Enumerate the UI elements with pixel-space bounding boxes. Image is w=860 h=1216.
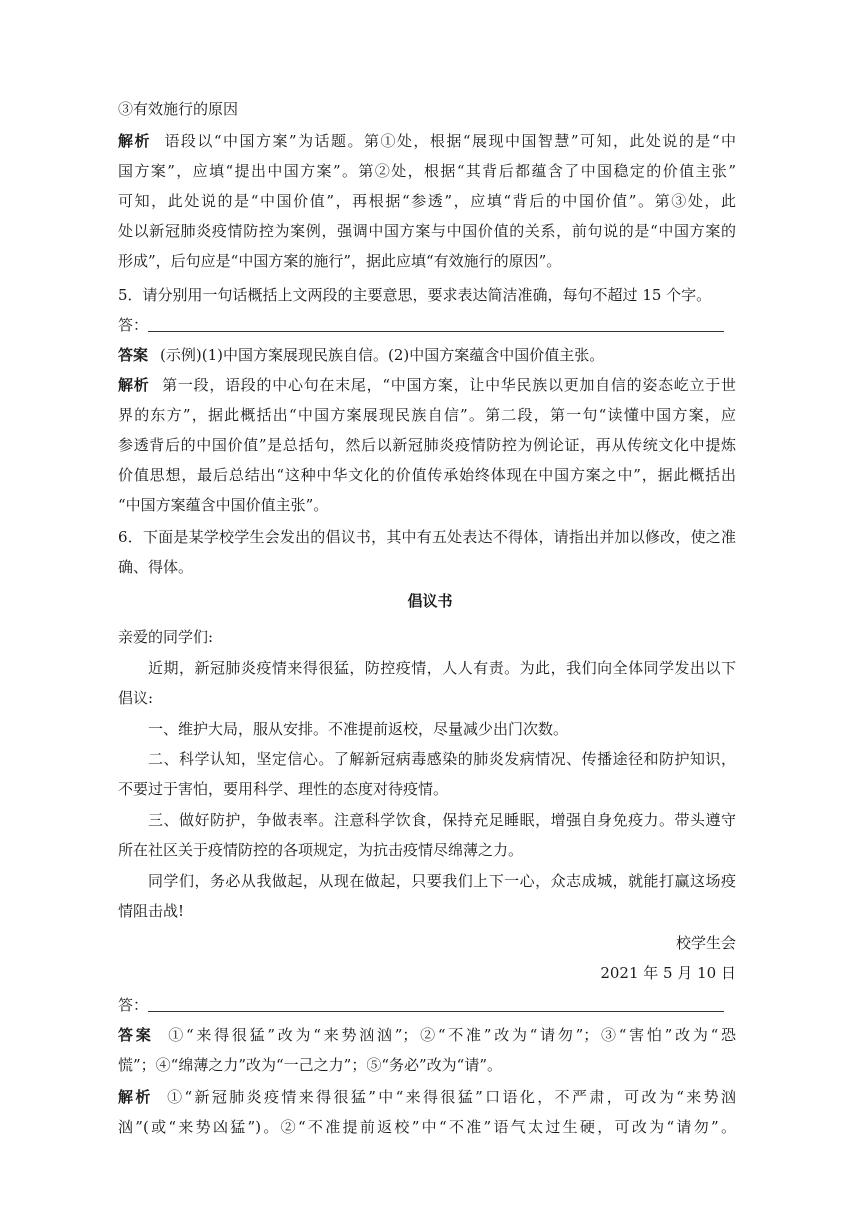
q5-answer-label: 答案	[118, 346, 149, 364]
q4-analysis-line-3: 可知，此处说的是“中国价值”，再根据“参透”，应填“背后的中国价值”。第③处，此	[118, 192, 736, 210]
letter-point-1: 一、维护大局，服从安排。不准提前返校，尽量减少出门次数。	[148, 720, 569, 738]
q5-analysis-line-2: 界的东方”，据此概括出“中国方案展现民族自信”。第二段，第一句“读懂中国方案，应	[118, 406, 736, 424]
letter-point-3-line-1: 三、做好防护，争做表率。注意科学饮食，保持充足睡眠，增强自身免疫力。带头遵守	[148, 811, 736, 829]
letter-intro-line-1: 近期，新冠肺炎疫情来得很猛，防控疫情，人人有责。为此，我们向全体同学发出以下	[148, 659, 736, 677]
q5-question: 5．请分别用一句话概括上文两段的主要意思，要求表达简洁准确，每句不超过 15 个字。	[118, 286, 712, 304]
q6-question-line-1: 6．下面是某学校学生会发出的倡议书，其中有五处表达不得体，请指出并加以修改，使之准	[118, 528, 736, 546]
q5-answer-prompt: 答：	[118, 312, 736, 338]
q6-question-line-2: 确、得体。	[118, 558, 194, 576]
q5-analysis-line-5: “中国方案蕴含中国价值主张”。	[118, 496, 329, 514]
letter-intro-line-2: 倡议:	[118, 689, 154, 707]
letter-point-2-line-1: 二、科学认知，坚定信心。了解新冠病毒感染的肺炎发病情况、传播途径和防护知识，	[148, 750, 736, 768]
q6-answer-label: 答案	[118, 1026, 154, 1044]
q4-analysis-line-4: 处以新冠肺炎疫情防控为案例，强调中国方案与中国价值的关系，前句说的是“中国方案的	[118, 222, 736, 240]
q6-analysis-label: 解析	[118, 1088, 153, 1106]
q5-analysis-label: 解析	[118, 376, 150, 394]
q6-analysis-line-2: 汹”(或“来势凶猛”)。②“不准提前返校”中“不准”语气太过生硬，可改为“请勿”。	[118, 1118, 736, 1136]
letter-point-3-line-2: 所在社区关于疫情防控的各项规定，为抗击疫情尽绵薄之力。	[118, 841, 524, 859]
letter-title: 倡议书	[407, 592, 453, 610]
q6-answer-blank[interactable]	[148, 995, 724, 1012]
q4-item-3: ③有效施行的原因	[118, 100, 239, 118]
letter-signer: 校学生会	[675, 934, 736, 952]
q4-analysis-line-1: 解析 语段以“中国方案”为话题。第①处，根据“展现中国智慧”可知，此处说的是“中	[118, 132, 736, 150]
q5-answer: 答案 (示例)(1)中国方案展现民族自信。(2)中国方案蕴含中国价值主张。	[118, 346, 605, 364]
letter-point-2-line-2: 不要过于害怕，要用科学、理性的态度对待疫情。	[118, 780, 449, 798]
letter-closing-line-2: 情阻击战!	[118, 902, 185, 920]
letter-closing-line-1: 同学们，务必从我做起，从现在做起，只要我们上下一心，众志成城，就能打赢这场疫	[148, 872, 736, 890]
q6-answer-line-2: 慌”；④“绵薄之力”改为“一己之力”；⑤“务必”改为“请”。	[118, 1056, 503, 1074]
q6-analysis-line-1: 解析 ①“新冠肺炎疫情来得很猛”中“来得很猛”口语化，不严肃，可改为“来势汹	[118, 1088, 736, 1106]
q5-analysis-line-1: 解析 第一段，语段的中心句在末尾，“中国方案，让中华民族以更加自信的姿态屹立于世	[118, 376, 736, 394]
q4-analysis-line-5: 形成”，后句应是“中国方案的施行”，据此应填“有效施行的原因”。	[118, 252, 562, 270]
q6-answer-prompt: 答：	[118, 992, 736, 1018]
q5-analysis-line-4: 价值思想，最后总结出“这种中华文化的价值传承始终体现在中国方案之中”，据此概括出	[118, 466, 736, 484]
letter-date: 2021 年 5 月 10 日	[600, 964, 736, 982]
q4-analysis-line-2: 国方案”，应填“提出中国方案”。第②处，根据“其背后都蕴含了中国稳定的价值主张”	[118, 162, 736, 180]
q4-analysis-label: 解析	[118, 132, 151, 150]
q5-answer-blank[interactable]	[148, 315, 724, 332]
letter-salutation: 亲爱的同学们:	[118, 628, 214, 646]
q6-answer-line-1: 答案 ①“来得很猛”改为“来势汹汹”；②“不准”改为“请勿”；③“害怕”改为“恐	[118, 1026, 736, 1044]
q5-analysis-line-3: 参透背后的中国价值”是总括句，然后以新冠肺炎疫情防控为例论证，再从传统文化中提炼	[118, 436, 736, 454]
